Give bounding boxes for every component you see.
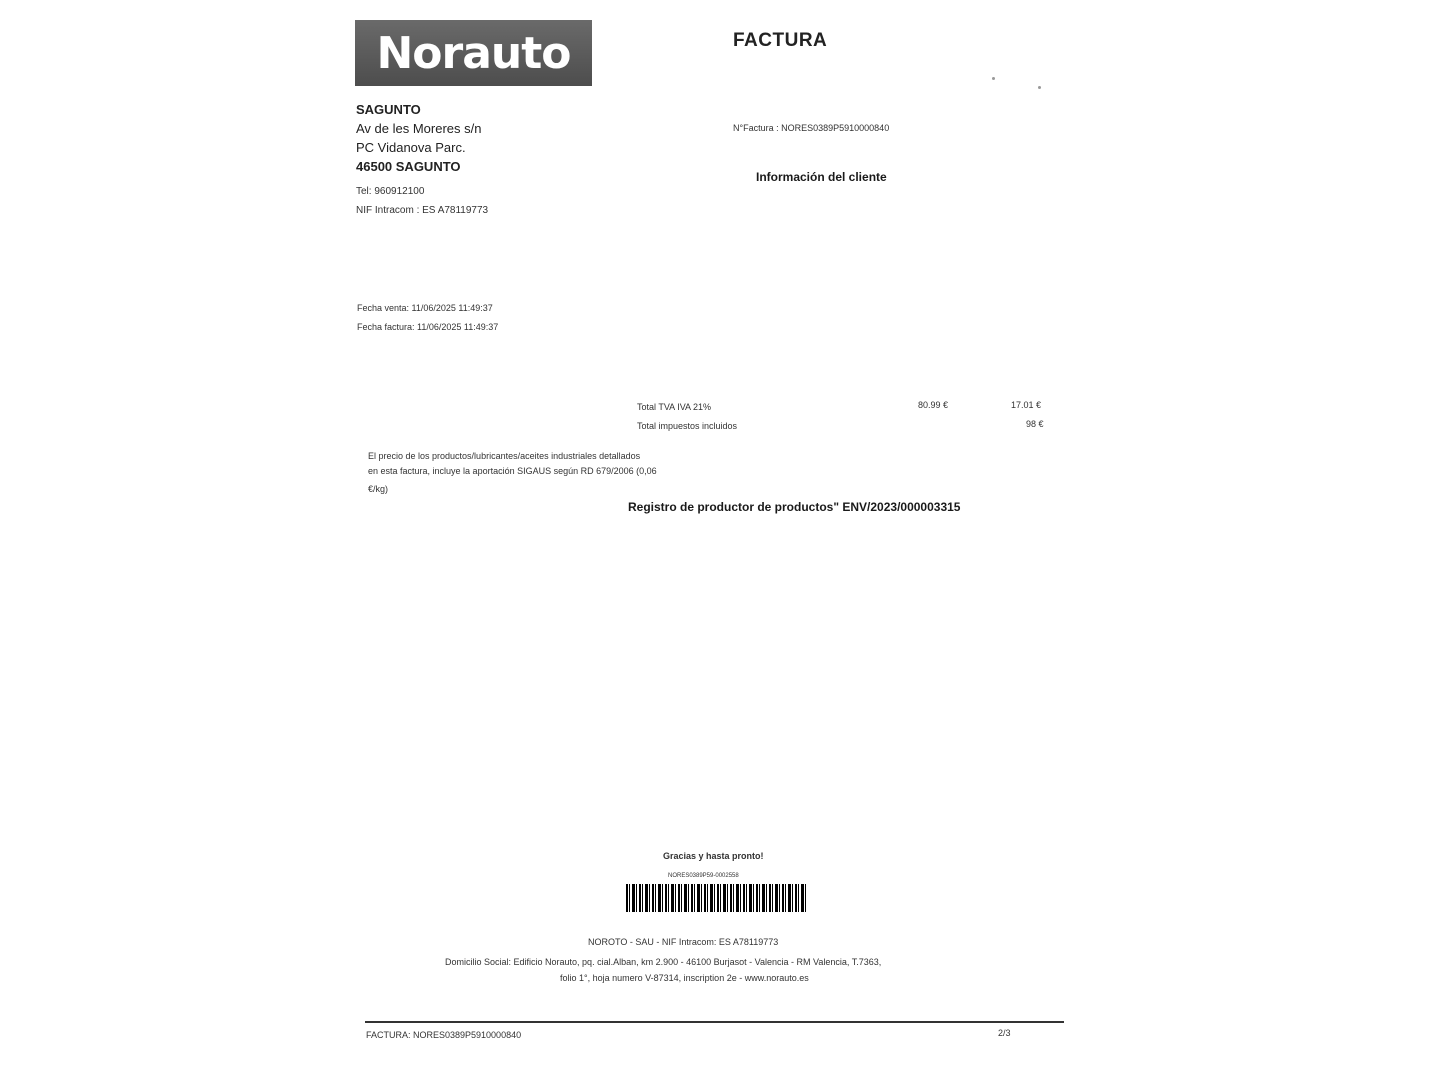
footer-invoice-ref: FACTURA: NORES0389P5910000840 (366, 1030, 522, 1040)
sigaus-note-line3: €/kg) (368, 484, 389, 494)
totals-row-amount: 17.01 € (1011, 400, 1042, 410)
totals-row-amount: 98 € (1026, 419, 1044, 429)
totals-row-label: Total impuestos incluidos (637, 421, 738, 431)
producer-registry: Registro de productor de productos" ENV/2023/000003315 (628, 500, 961, 514)
page-number: 2/3 (998, 1028, 1011, 1038)
scan-speck (1038, 86, 1041, 89)
thanks-message: Gracias y hasta pronto! (663, 851, 764, 861)
store-address-line2: PC Vidanova Parc. (356, 140, 466, 155)
customer-info-heading: Información del cliente (756, 170, 887, 184)
totals-row-label: Total TVA IVA 21% (637, 402, 712, 412)
footer-divider (365, 1021, 1064, 1023)
totals-row-base: 80.99 € (918, 400, 949, 410)
company-info: NOROTO - SAU - NIF Intracom: ES A78119773 (588, 937, 779, 947)
invoice-number: N°Factura : NORES0389P5910000840 (733, 123, 890, 133)
store-phone: Tel: 960912100 (356, 186, 425, 197)
barcode (626, 884, 806, 912)
store-name: SAGUNTO (356, 102, 421, 117)
document-title: FACTURA (733, 30, 828, 51)
sigaus-note-line1: El precio de los productos/lubricantes/aceites industriales detallados (368, 451, 641, 461)
barcode-text: NORES0389P59-0002558 (668, 873, 739, 879)
store-address-line3: 46500 SAGUNTO (356, 159, 461, 174)
logo-text: Norauto (376, 27, 571, 79)
scan-speck (992, 77, 995, 80)
invoice-date: Fecha factura: 11/06/2025 11:49:37 (357, 322, 499, 332)
sale-date: Fecha venta: 11/06/2025 11:49:37 (357, 303, 493, 313)
store-address-line1: Av de les Moreres s/n (356, 121, 482, 136)
store-nif: NIF Intracom : ES A78119773 (356, 205, 489, 216)
sigaus-note-line2: en esta factura, incluye la aportación SIGAUS según RD 679/2006 (0,06 (368, 466, 657, 476)
norauto-logo (355, 20, 592, 86)
domicile-line2: folio 1°, hoja numero V-87314, inscription 2e - www.norauto.es (560, 973, 809, 983)
domicile-line1: Domicilio Social: Edificio Norauto, pq. cial.Alban, km 2.900 - 46100 Burjasot - Valencia - RM Valencia, T.7363, (445, 957, 882, 967)
